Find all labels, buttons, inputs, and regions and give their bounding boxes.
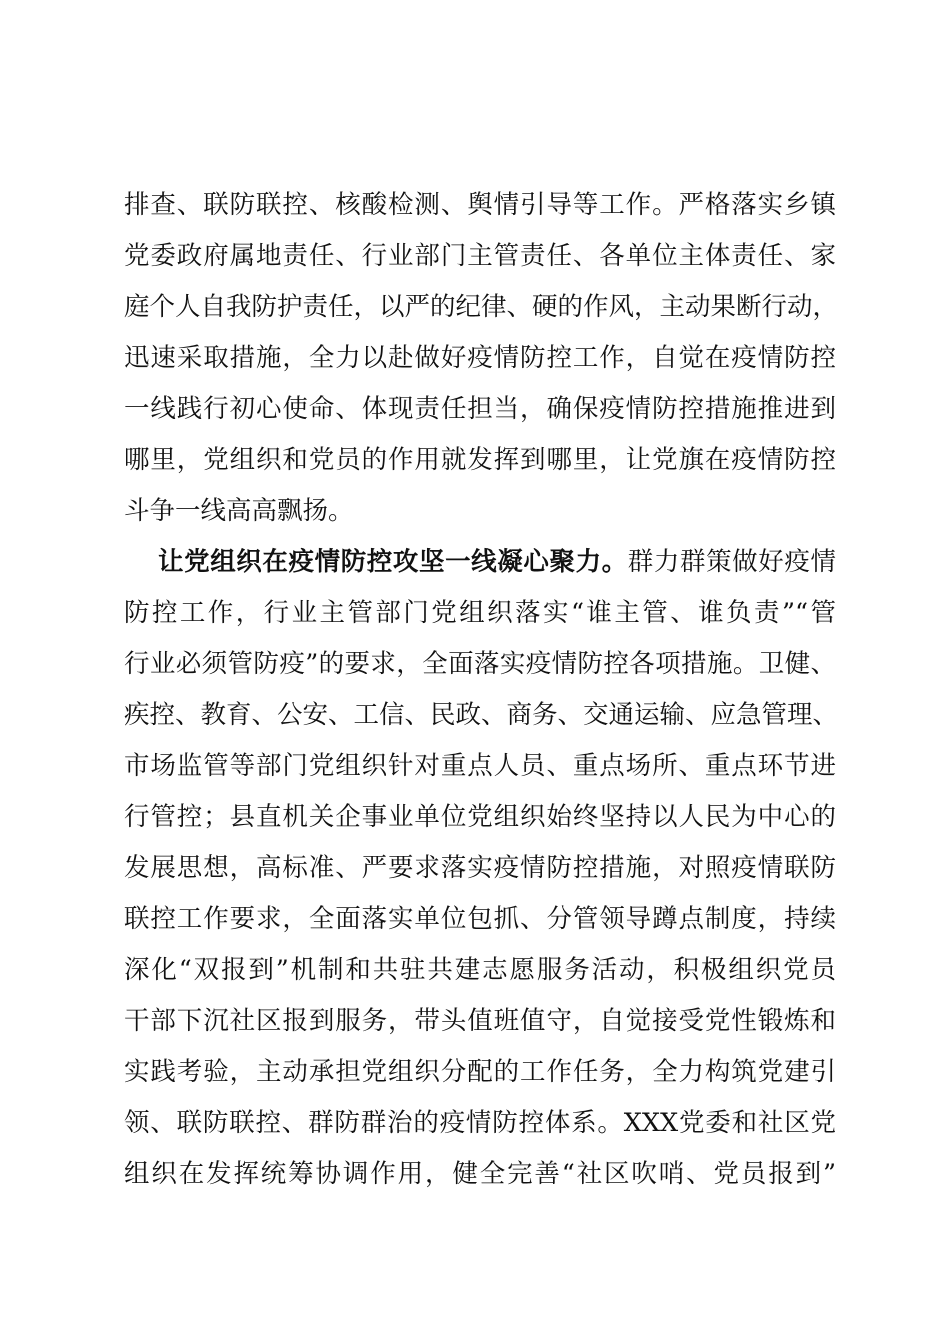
body-text <box>124 180 839 1200</box>
paragraph-line: 行业必须管防疫”的要求，全面落实疫情防控各项措施。卫健、 <box>124 649 836 679</box>
paragraph-line: 迅速采取措施，全力以赴做好疫情防控工作，自觉在疫情防控 <box>124 343 836 373</box>
paragraph-line: 党委政府属地责任、行业部门主管责任、各单位主体责任、家 <box>124 241 836 271</box>
paragraph-line: 深化“双报到”机制和共驻共建志愿服务活动，积极组织党员 <box>124 955 836 985</box>
paragraph-line: 发展思想，高标准、严要求落实疫情防控措施，对照疫情联防 <box>124 853 836 883</box>
paragraph-line: 干部下沉社区报到服务，带头值班值守，自觉接受党性锻炼和 <box>124 1006 836 1036</box>
paragraph-line: 排查、联防联控、核酸检测、舆情引导等工作。严格落实乡镇 <box>124 190 836 220</box>
paragraph-first-line <box>124 537 836 588</box>
paragraph-line: 疾控、教育、公安、工信、民政、商务、交通运输、应急管理、 <box>124 700 839 730</box>
paragraph-2 <box>124 537 839 1200</box>
paragraph-line: 领、联防联控、群防群治的疫情防控体系。XXX党委和社区党 <box>124 1108 836 1138</box>
paragraph-line: 联控工作要求，全面落实单位包抓、分管领导蹲点制度，持续 <box>124 904 836 934</box>
paragraph-line: 斗争一线高高飘扬。 <box>124 496 354 526</box>
paragraph-line: 行管控；县直机关企事业单位党组织始终坚持以人民为中心的 <box>124 802 836 832</box>
paragraph-line-rest: 群力群策做好疫情 <box>627 547 836 577</box>
paragraph-lead-heading: 让党组织在疫情防控攻坚一线凝心聚力。 <box>158 547 628 577</box>
paragraph-line: 庭个人自我防护责任，以严的纪律、硬的作风，主动果断行动， <box>124 292 839 322</box>
paragraph-line: 市场监管等部门党组织针对重点人员、重点场所、重点环节进 <box>124 751 836 781</box>
paragraph-line: 防控工作，行业主管部门党组织落实“谁主管、谁负责”“管 <box>124 598 836 628</box>
paragraph-line: 哪里，党组织和党员的作用就发挥到哪里，让党旗在疫情防控 <box>124 445 836 475</box>
paragraph-line: 实践考验，主动承担党组织分配的工作任务，全力构筑党建引 <box>124 1057 836 1087</box>
paragraph-1 <box>124 180 839 537</box>
paragraph-line: 组织在发挥统筹协调作用，健全完善“社区吹哨、党员报到” <box>124 1159 836 1189</box>
paragraph-line: 一线践行初心使命、体现责任担当，确保疫情防控措施推进到 <box>124 394 836 424</box>
